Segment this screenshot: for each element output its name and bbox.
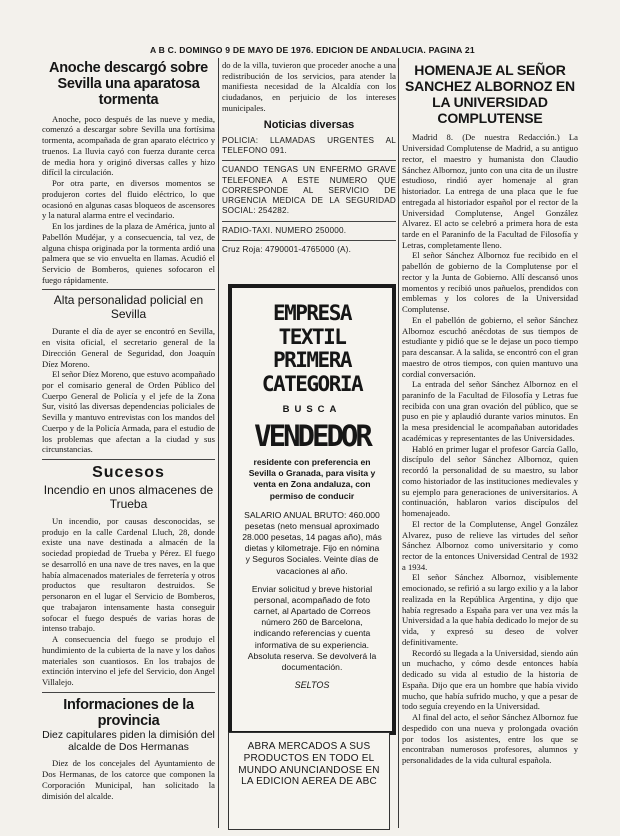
notice-medical: CUANDO TENGAS UN ENFERMO GRAVE TELEFONEA A ESTE NUMERO QUE CORRESPONDE AL SERVICIO DE URGENCIA MEDICA DE LA SEGURIDAD SOCIAL: 254282. — [222, 165, 396, 216]
divider — [222, 160, 396, 161]
ad-salary: SALARIO ANUAL BRUTO: 460.000 pesetas (neto mensual aproximado 28.000 pesetas, 14 pagas año), más dietas y kilometraje. Fijo en nómina y Seguros Sociales. Veinte días de vacaciones al año. — [242, 509, 382, 576]
article-paragraph: Madrid 8. (De nuestra Redacción.) La Universidad Complutense de Madrid, a su antiguo rector, el maestro y humanista don Claudio Sánchez Albornoz, junto con una cita de un ilustre estudioso, rindió ayer homenaje al gran historiador. La entrega de una placa que le fue entregada al historiador español por el rector de la Universidad Complutense, Angel González Alvarez. El acto se celebró a primera hora de esta tarde en el Paraninfo de la Facultad de Filosofía y Letras, completamente lleno. — [402, 132, 578, 250]
headline-homage: HOMENAJE AL SEÑOR SANCHEZ ALBORNOZ EN LA UNIVERSIDAD COMPLUTENSE — [405, 62, 575, 127]
article-paragraph: En los jardines de la plaza de América, junto al Pabellón Mudéjar, y a consecuencia, tal vez, de alguna chispa originada por la tormenta ardió una palmera que se vio envuelta en llamas. Acudió el Servicio de Bomberos, quienes sofocaron el fuego rápidamente. — [42, 221, 215, 285]
divider — [42, 692, 215, 693]
headline-notices: Noticias diversas — [263, 118, 355, 131]
ad-title: EMPRESA TEXTIL — [272, 301, 351, 349]
article-paragraph: Por otra parte, en diversos momentos se produjeron cortes del fluido eléctrico, lo que ocasionó en algunas casas bloqueos de ascensores y la natural alarma entre el vecindario. — [42, 178, 215, 221]
page-header: A B C. DOMINGO 9 DE MAYO DE 1976. EDICION DE ANDALUCIA. PAGINA 21 — [150, 45, 475, 55]
ad-requirements: residente con preferencia en Sevilla o Granada, para visita y venta en Zona andaluza, con permiso de conducir — [248, 457, 376, 501]
article-paragraph: El señor Sánchez Albornoz fue recibido en el pabellón de gobierno de la Complutense por el rector y la Junta de Gobierno. Allí descansó unos momentos y recibió unos pañuelos, prendidos con emblemas y los colores de la Universidad Complutense. — [402, 250, 578, 315]
divider — [42, 459, 215, 460]
article-paragraph: El señor Sánchez Albornoz, visiblemente emocionado, se refirió a su largo exilio y a la labor realizada en la República Argentina, y dijo que había regresado a España para ver una vez más la Universidad a la que había dedicado lo mejor de su vida, y expresó su deseo de volver definitivamente. — [402, 572, 578, 647]
article-paragraph: Anoche, poco después de las nueve y media, comenzó a descargar sobre Sevilla una fortísima tormenta, acompañada de gran aparato eléctrico y truenos. La lluvia cayó con fuerza durante cerca de media hora y originó diversas calles y hizo difícil la circulación. — [42, 113, 215, 178]
headline-police: Alta personalidad policial en Sevilla — [53, 293, 204, 321]
ad-role: VENDEDOR — [254, 419, 370, 454]
article-paragraph: Habló en primer lugar el profesor García Gallo, discípulo del señor Sánchez Albornoz, quien recordó la personalidad de su maestro, su labor como historiador de las instituciones medievales y su ejemplo para generaciones de universitarios. A continuación, hablaron varios discípulos del homenajeado. — [402, 443, 578, 519]
column-middle — [222, 60, 396, 282]
divider — [222, 240, 396, 241]
abc-advertisement — [228, 732, 390, 830]
headline-resign: Diez capitulares piden la dimisión del alcalde de Dos Hermanas — [42, 729, 215, 754]
article-paragraph: Al final del acto, el señor Sánchez Albornoz fue despedido con una nueva y prolongada ovación por todos los asistentes, entre los que se encontraban numerosos profesores, alumnos y personalidades de la vida cultural española. — [402, 712, 578, 765]
article-paragraph: El rector de la Complutense, Angel González Alvarez, puso de relieve las virtudes del señor Sánchez Albornoz como universitario y como rector de la entonces Universidad Central de 1932 a 1934. — [402, 518, 578, 572]
article-paragraph: La entrada del señor Sánchez Albornoz en el paraninfo de la Facultad de Filosofía y Letras fue recibida con una gran ovación del público, que se puso en pie y aplaudió durante varios minutos. En la mesa presidencial le acompañaban autoridades académicas y representantes de las Universidades. — [402, 379, 578, 443]
notice-taxi: RADIO-TAXI. NUMERO 250000. — [222, 225, 347, 235]
article-paragraph: Durante el día de ayer se encontró en Sevilla, en visita oficial, el secretario general de la Dirección General de Seguridad, don Joaquín Díez Moreno. — [42, 326, 215, 369]
job-advertisement — [228, 284, 396, 735]
divider — [42, 289, 215, 290]
notice-redcross: Cruz Roja: 4790001-4765000 (A). — [222, 244, 352, 254]
headline-fire: Incendio en unos almacenes de Trueba — [43, 483, 214, 511]
column-rule — [218, 58, 219, 828]
divider — [222, 221, 396, 222]
ad-title: PRIMERA CATEGORIA — [261, 348, 363, 396]
article-paragraph: Un incendio, por causas desconocidas, se produjo en la calle Cardenal Lluch, 28, donde existe una nave destinada a almacén de la sociedad propiedad de Trueba y Pérez. El fuego se desarrolló en una nave de tres naves, en la que había almacenados materiales de ferretería y otros productos que resultaron destruidos. Se personaron en el lugar el Servicio de Bomberos, que trabajaron intensamente hasta conseguir sofocar el fuego después de varias horas de intenso trabajo. — [42, 516, 215, 634]
ad-busca: BUSCA — [282, 404, 342, 416]
abc-ad-text: ABRA MERCADOS A SUS PRODUCTOS EN TODO EL MUNDO ANUNCIANDOSE EN LA EDICION AEREA DE ABC — [238, 741, 380, 788]
column-right — [402, 60, 578, 836]
article-paragraph: Diez de los concejales del Ayuntamiento de Dos Hermanas, de los catorce que componen la Corporación Municipal, han solicitado la dimisión del alcalde. — [42, 758, 215, 801]
article-paragraph: do de la villa, tuvieron que proceder anoche a una redistribución de los servicios, para atender la manifiesta necesidad de la Alcaldía con los ciudadanos, en perjuicio de los intereses municipales. — [222, 60, 396, 113]
headline-province: Informaciones de la provincia — [63, 696, 194, 729]
column-left — [42, 60, 215, 836]
ad-signature: SELTOS — [294, 680, 330, 691]
article-paragraph: El señor Díez Moreno, que estuvo acompañado por el comisario general de Orden Público del Cuerpo General de Policía y el jefe de la Zona Sur, visitó las diversas dependencias policiales de Sevilla y mantuvo entrevistas con los mandos del Cuerpo y de la Policía Armada, para el estudio de los problemas que afectan a la ciudad y sus circunstancias. — [42, 369, 215, 455]
section-kicker: Sucesos — [92, 464, 165, 482]
article-paragraph: En el pabellón de gobierno, el señor Sánchez Albornoz escuchó anécdotas de sus tiempos de estudiante y pidió que se le dejase un poco tiempo para descansar. A la salida, se encontró con el gran maestro de otros tiempos, con quien mantuvo una cordial conversación. — [402, 314, 578, 379]
notice-police: POLICIA: LLAMADAS URGENTES AL TELEFONO 091. — [222, 135, 396, 156]
article-paragraph: Recordó su llegada a la Universidad, siendo aún un muchacho, y cómo desde entonces había dedicado su vida al estudio de la historia de España. Dijo que era un hombre que había vivido mucho, que había sufrido mucho, y que a pesar de todo seguía creyendo en la Universidad. — [402, 647, 578, 712]
ad-apply: Enviar solicitud y breve historial personal, acompañado de foto carnet, al Apartado de Correos número 260 de Barcelona, indicando referencias y cuenta informativa de su experiencia. Absoluta reserva. Se devolverá la documentación. — [247, 583, 377, 672]
headline-storm: Anoche descargó sobre Sevilla una aparatosa tormenta — [49, 60, 208, 109]
article-paragraph: A consecuencia del fuego se produjo el hundimiento de la cubierta de la nave y los daños materiales son cuantiosos. En los trabajos de extinción intervino el jefe del Servicio, don Angel Villalejo. — [42, 634, 215, 688]
column-rule — [398, 58, 399, 828]
